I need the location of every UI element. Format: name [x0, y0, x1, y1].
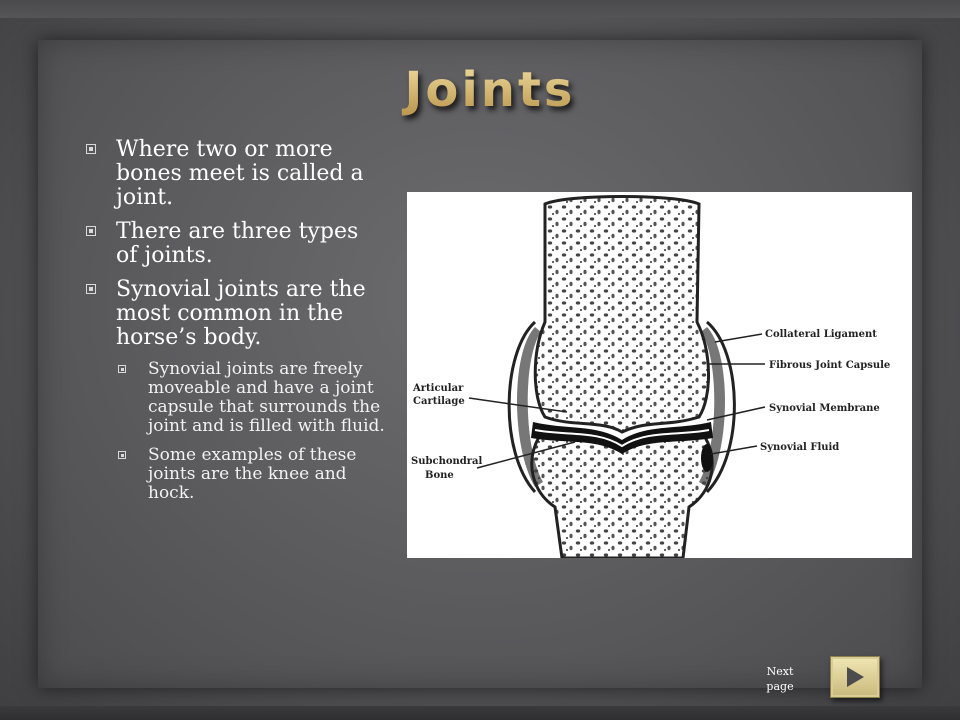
bottom-stripe	[0, 706, 960, 720]
bullet-item	[86, 278, 386, 350]
synovial-joint-diagram	[407, 192, 912, 558]
label-subchondral-1: Subchondral	[411, 456, 483, 467]
bullet-text: There are three types of joints.	[116, 219, 359, 268]
small-square-bullet-icon	[118, 451, 126, 459]
label-synovial-fluid: Synovial Fluid	[760, 442, 840, 453]
square-bullet-icon	[86, 226, 96, 236]
upper-bone	[535, 197, 708, 433]
synovial-fluid-pocket	[701, 444, 713, 472]
joint-diagram-svg	[407, 192, 912, 558]
bullet-list	[86, 138, 386, 513]
next-page-caption	[760, 664, 800, 694]
label-synovial-membrane: Synovial Membrane	[769, 403, 880, 414]
top-stripe	[0, 0, 960, 18]
bullet-item	[86, 138, 386, 210]
square-bullet-icon	[86, 144, 96, 154]
page-caption-line: page	[766, 680, 794, 693]
small-square-bullet-icon	[118, 365, 126, 373]
sub-bullet-item	[86, 360, 386, 436]
next-caption-line: Next	[766, 665, 794, 678]
label-articular-1: Articular	[413, 383, 464, 394]
play-triangle-icon	[847, 667, 864, 687]
pointer-collateral-ligament	[715, 334, 762, 342]
label-subchondral-2: Bone	[425, 470, 454, 481]
next-page-button[interactable]	[830, 656, 880, 698]
label-collateral-ligament: Collateral Ligament	[765, 329, 877, 340]
sub-bullet-text: Some examples of these joints are the knee and hock.	[148, 445, 357, 503]
bullet-text: Where two or more bones meet is called a joint.	[116, 137, 364, 210]
bullet-text: Synovial joints are the most common in the horse’s body.	[116, 277, 366, 350]
bullet-item	[86, 220, 386, 268]
sub-bullet-text: Synovial joints are freely moveable and have a joint capsule that surrounds the joint and is filled with fluid.	[148, 359, 385, 436]
label-articular-2: Cartilage	[413, 396, 465, 407]
sub-bullet-item	[86, 446, 386, 503]
slide-title: Joints	[400, 62, 580, 118]
label-fibrous-joint-capsule: Fibrous Joint Capsule	[769, 360, 891, 371]
square-bullet-icon	[86, 284, 96, 294]
